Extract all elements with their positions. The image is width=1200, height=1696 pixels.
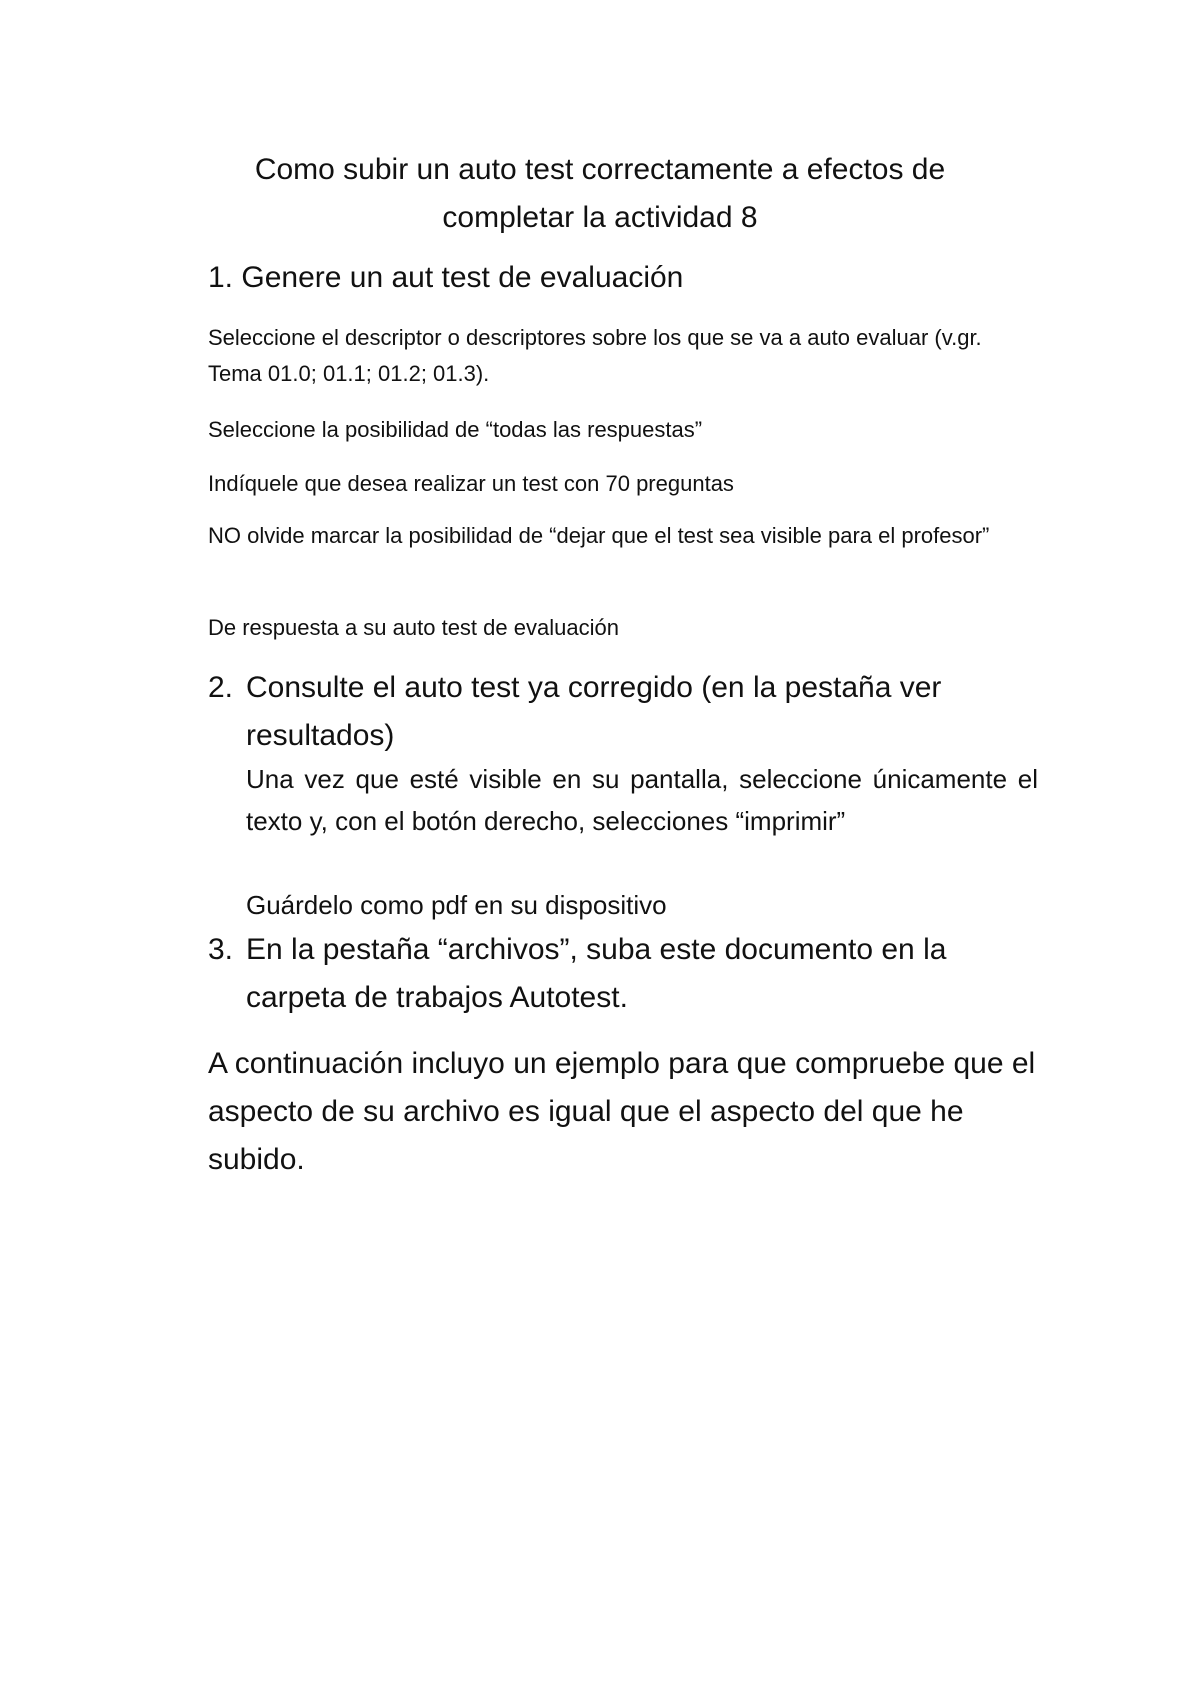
- step-2-heading-text: Consulte el auto test ya corregido (en la pestaña ver resultados): [246, 671, 942, 752]
- step-2-number: 2.: [208, 671, 234, 704]
- conclusion-paragraph: A continuación incluyo un ejemplo para que compruebe que el aspecto de su archivo es igual que el aspecto del que he subido.: [208, 1047, 1036, 1176]
- step-1-paragraph-3: Indíquele que desea realizar un test con 70 preguntas: [208, 471, 734, 496]
- step-2-paragraph-1: Una vez que esté visible en su pantalla, seleccione únicamente el texto y, con el botón derecho, selecciones “imprimir”: [246, 764, 1038, 836]
- step-1-paragraph-2: Seleccione la posibilidad de “todas las respuestas”: [208, 417, 703, 442]
- step-3-heading-text: En la pestaña “archivos”, suba este documento en la carpeta de trabajos Autotest.: [246, 933, 947, 1014]
- step-3-heading: [208, 926, 1038, 1022]
- title-line-1: Como subir un auto test correctamente a efectos de: [254, 153, 946, 186]
- step-2-heading: [208, 664, 1038, 760]
- step-1-paragraph-4: NO olvide marcar la posibilidad de “dejar que el test sea visible para el profesor”: [208, 523, 990, 548]
- step-1-paragraph-1: Seleccione el descriptor o descriptores sobre los que se va a auto evaluar (v.gr. Tema 01.0; 01.1; 01.2; 01.3).: [208, 325, 982, 386]
- step-1-paragraph-5: De respuesta a su auto test de evaluación: [208, 615, 619, 640]
- step-3-number: 3.: [208, 933, 234, 966]
- title-line-2: completar la actividad 8: [442, 201, 758, 234]
- step-1-number: 1.: [208, 261, 234, 294]
- document-title: [150, 146, 1050, 242]
- step-1-heading: [208, 258, 1038, 298]
- step-1-heading-text: Genere un aut test de evaluación: [241, 261, 684, 294]
- step-2-paragraph-2: Guárdelo como pdf en su dispositivo: [246, 890, 667, 920]
